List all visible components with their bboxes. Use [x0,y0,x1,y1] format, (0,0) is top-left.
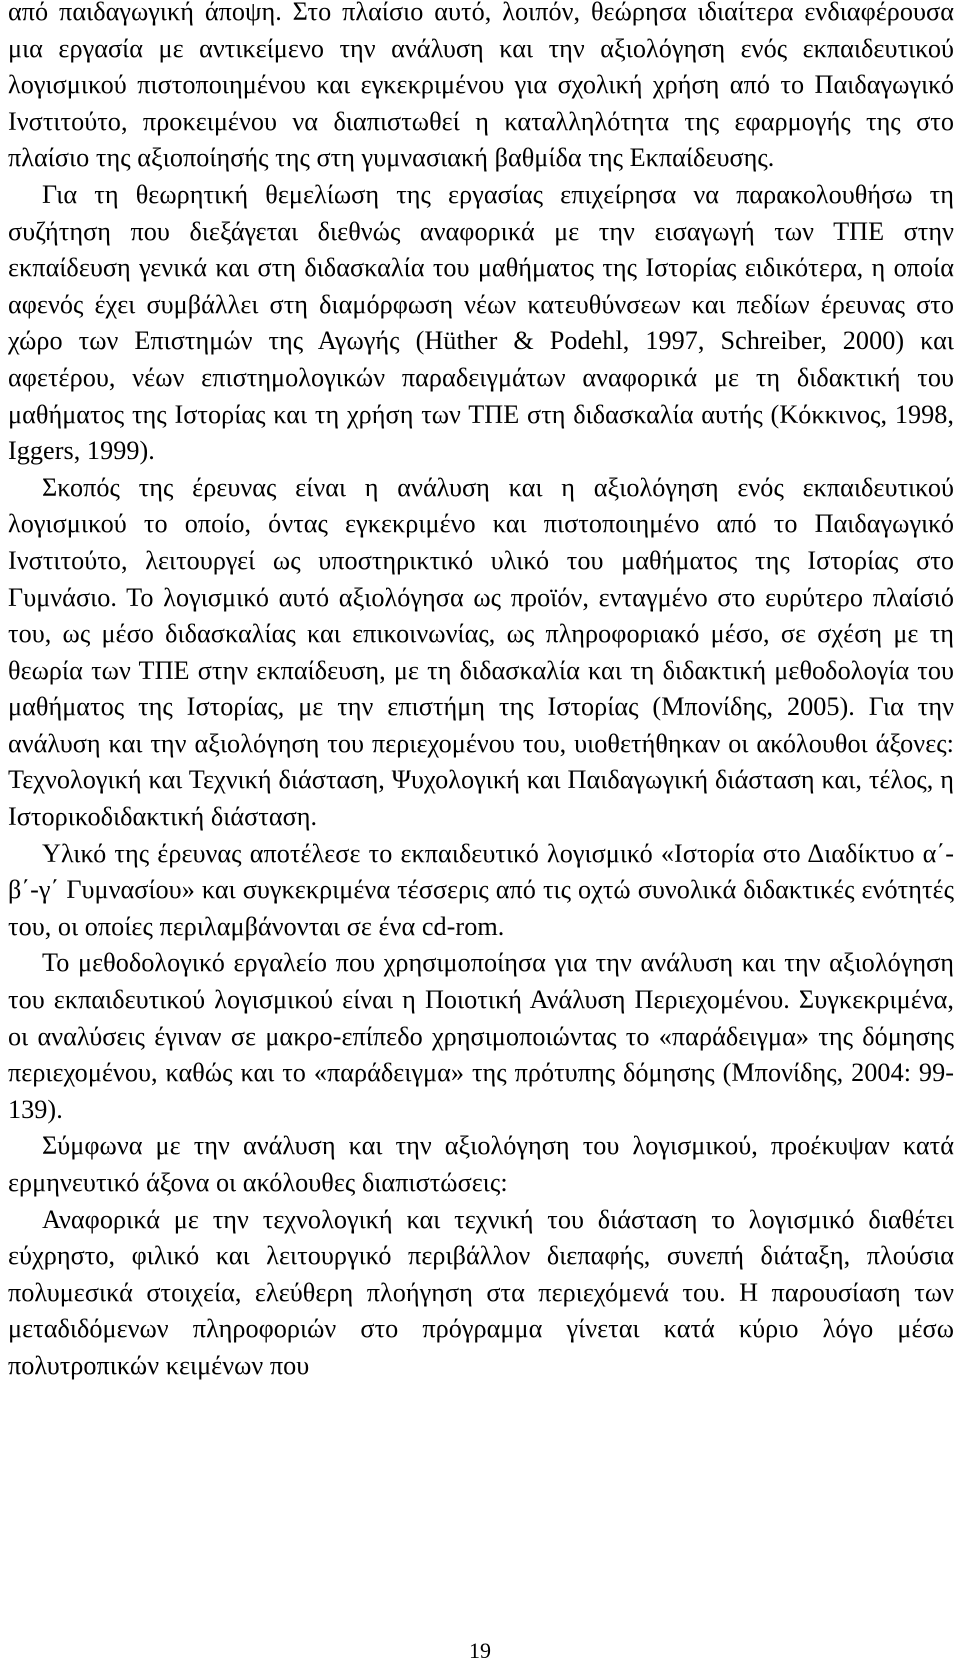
paragraph-6: Σύμφωνα με την ανάλυση και την αξιολόγηση του λογισμικού, προέκυψαν κατά ερμηνευτικό άξονα οι ακόλουθες διαπιστώσεις: [8,1131,954,1197]
body-text [8,0,954,1385]
paragraph-4: Υλικό της έρευνας αποτέλεσε το εκπαιδευτικό λογισμικό «Ιστορία στο Διαδίκτυο α΄-β΄-γ΄ Γυμνασίου» και συγκεκριμένα τέσσερις από τις οχτώ συνολικά διδακτικές ενότητές του, οι οποίες περιλαμβάνονται σε ένα cd-rom. [8,838,954,941]
paragraph-2: Για τη θεωρητική θεμελίωση της εργασίας επιχείρησα να παρακολουθήσω τη συζήτηση που διεξάγεται διεθνώς αναφορικά με την εισαγωγή των ΤΠΕ στην εκπαίδευση γενικά και στη διδασκαλία του μαθήματος της Ιστορίας ειδικότερα, η οποία αφενός έχει συμβάλλει στη διαμόρφωση νέων κατευθύνσεων και πεδίων έρευνας στο χώρο των Επιστημών της Αγωγής (Hüther & Podehl, 1997, Schreiber, 2000) και αφετέρου, νέων επιστημολογικών παραδειγμάτων αναφορικά με τη διδακτική του μαθήματος της Ιστορίας και τη χρήση των ΤΠΕ στη διδασκαλία αυτής (Κόκκινος, 1998, Iggers, 1999). [8,179,954,466]
paragraph-5: Το μεθοδολογικό εργαλείο που χρησιμοποίησα για την ανάλυση και την αξιολόγηση του εκπαιδευτικού λογισμικού είναι η Ποιοτική Ανάλυση Περιεχομένου. Συγκεκριμένα, οι αναλύσεις έγιναν σε μακρο-επίπεδο χρησιμοποιώντας το «παράδειγμα» της δόμησης περιεχομένου, καθώς και το «παράδειγμα» της πρότυπης δόμησης (Μπονίδης, 2004: 99-139). [8,948,954,1124]
paragraph-7: Αναφορικά με την τεχνολογική και τεχνική του διάσταση το λογισμικό διαθέτει εύχρηστο, φιλικό και λειτουργικό περιβάλλον διεπαφής, συνεπή διάταξη, πλούσια πολυμεσικά στοιχεία, ελεύθερη πλοήγηση στα περιεχόμενά του. Η παρουσίαση των μεταδιδόμενων πληροφοριών στο πρόγραμμα γίνεται κατά κύριο λόγο μέσω πολυτροπικών κειμένων που [8,1204,954,1380]
paragraph-3: Σκοπός της έρευνας είναι η ανάλυση και η αξιολόγηση ενός εκπαιδευτικού λογισμικού το οποίο, όντας εγκεκριμένο και πιστοποιημένο από το Παιδαγωγικό Ινστιτούτο, λειτουργεί ως υποστηρικτικό υλικό του μαθήματος της Ιστορίας στο Γυμνάσιο. Το λογισμικό αυτό αξιολόγησα ως προϊόν, ενταγμένο στο ευρύτερο πλαίσιό του, ως μέσο διδασκαλίας και επικοινωνίας, ως πληροφοριακό μέσο, σε σχέση με τη θεωρία των ΤΠΕ στην εκπαίδευση, με τη διδασκαλία και τη διδακτική μεθοδολογία του μαθήματος της Ιστορίας, με την επιστήμη της Ιστορίας (Μπονίδης, 2005). Για την ανάλυση και την αξιολόγηση του περιεχομένου του, υιοθετήθηκαν οι ακόλουθοι άξονες: Τεχνολογική και Τεχνική διάσταση, Ψυχολογική και Παιδαγωγική διάσταση και, τέλος, η Ιστορικοδιδακτική διάσταση. [8,472,954,832]
paragraph-1: από παιδαγωγική άποψη. Στο πλαίσιο αυτό, λοιπόν, θεώρησα ιδιαίτερα ενδιαφέρουσα μια εργασία με αντικείμενο την ανάλυση και την αξιολόγηση ενός εκπαιδευτικού λογισμικού πιστοποιημένου και εγκεκριμένου για σχολική χρήση από το Παιδαγωγικό Ινστιτούτο, προκειμένου να διαπιστωθεί η καταλληλότητα της εφαρμογής της στο πλαίσιο της αξιοποίησής της στη γυμνασιακή βαθμίδα της Εκπαίδευσης. [8,0,954,173]
page-number: 19 [469,1638,491,1663]
